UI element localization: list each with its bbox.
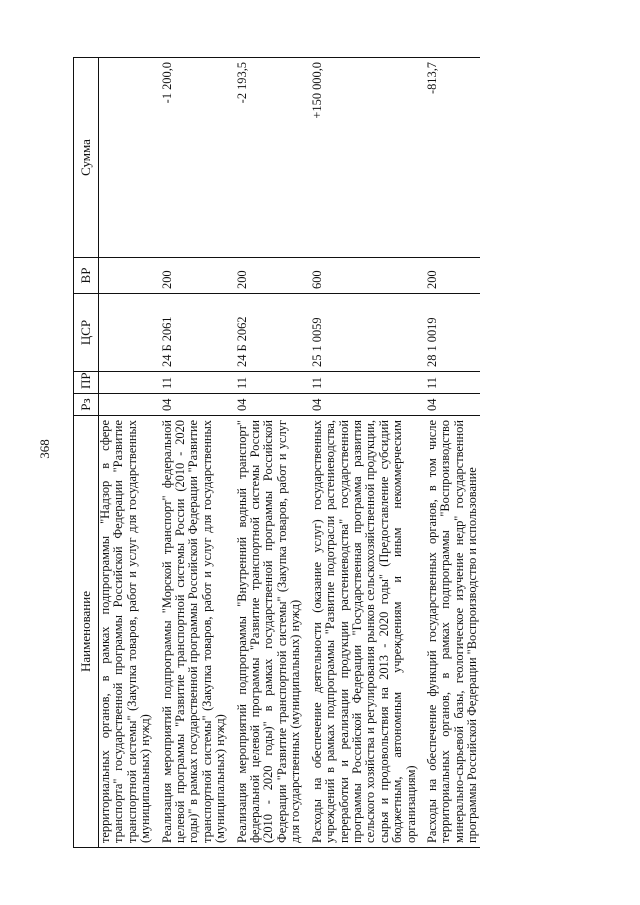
header-pr: ПР: [74, 372, 99, 394]
table-row: [236, 58, 311, 848]
row-rz: 04: [426, 394, 480, 416]
row-vr: [99, 258, 161, 294]
row-name: Реализация мероприятий подпрограммы "Морской транспорт" федеральной целевой программы "Развитие транспортной системы России (2010 - 2020 годы)" в рамках государственной программы Российской Федерации "Развитие транспортной системы" (Закупка товаров, работ и услуг для государственных (муниципальных) нужд): [161, 416, 236, 848]
header-csr: ЦСР: [74, 294, 99, 372]
row-rz: [99, 394, 161, 416]
header-vr: ВР: [74, 258, 99, 294]
table-row: [426, 58, 480, 848]
row-sum: -1 200,0: [161, 58, 236, 258]
header-name: Наименование: [74, 416, 99, 848]
row-pr: 11: [236, 372, 311, 394]
row-csr: 24 Б 2061: [161, 294, 236, 372]
row-pr: [99, 372, 161, 394]
row-sum: [99, 58, 161, 258]
table-row: [99, 58, 161, 848]
row-vr: 200: [236, 258, 311, 294]
row-rz: 04: [161, 394, 236, 416]
budget-table: [73, 57, 480, 848]
row-vr: 200: [161, 258, 236, 294]
row-name: Расходы на обеспечение функций государственных органов, в том числе территориальных органов, в рамках подпрограммы "Воспроизводство минерально-сырьевой базы, геологическое изучение недр" государственной программы Российской Федерации "Воспроизводство и использование: [426, 416, 480, 848]
row-sum: -2 193,5: [236, 58, 311, 258]
row-rz: 04: [311, 394, 426, 416]
rotated-page: [73, 58, 601, 848]
table-row: [311, 58, 426, 848]
row-pr: 11: [426, 372, 480, 394]
table-header-row: [74, 58, 99, 848]
page-number: 368: [37, 439, 52, 459]
row-name: Расходы на обеспечение деятельности (оказание услуг) государственных учреждений в рамках подпрограммы "Развитие подотрасли растениеводства, переработки и реализации продукции растениеводства" государственной программы Российской Федерации "Государственная программа развития сельского хозяйства и регулирования рынков сельскохозяйственной продукции, сырья и продовольствия на 2013 - 2020 годы" (Предоставление субсидий бюджетным, автономным учреждениям и иным некоммерческим организациям): [311, 416, 426, 848]
row-name: Реализация мероприятий подпрограммы "Внутренний водный транспорт" федеральной целевой программы "Развитие транспортной системы России (2010 - 2020 годы)" в рамках государственной программы Российской Федерации "Развитие транспортной системы" (Закупка товаров, работ и услуг для государственных (муниципальных) нужд): [236, 416, 311, 848]
row-rz: 04: [236, 394, 311, 416]
row-csr: 28 1 0019: [426, 294, 480, 372]
table-row: [161, 58, 236, 848]
row-sum: +150 000,0: [311, 58, 426, 258]
row-vr: 200: [426, 258, 480, 294]
header-rz: Рз: [74, 394, 99, 416]
row-csr: 25 1 0059: [311, 294, 426, 372]
row-sum: -813,7: [426, 58, 480, 258]
row-csr: 24 Б 2062: [236, 294, 311, 372]
row-vr: 600: [311, 258, 426, 294]
header-sum: Сумма: [74, 58, 99, 258]
row-csr: [99, 294, 161, 372]
row-pr: 11: [311, 372, 426, 394]
row-name: территориальных органов, в рамках подпрограммы "Надзор в сфере транспорта" государственной программы Российской Федерации "Развитие транспортной системы" (Закупка товаров, работ и услуг для государственных (муниципальных) нужд): [99, 416, 161, 848]
row-pr: 11: [161, 372, 236, 394]
